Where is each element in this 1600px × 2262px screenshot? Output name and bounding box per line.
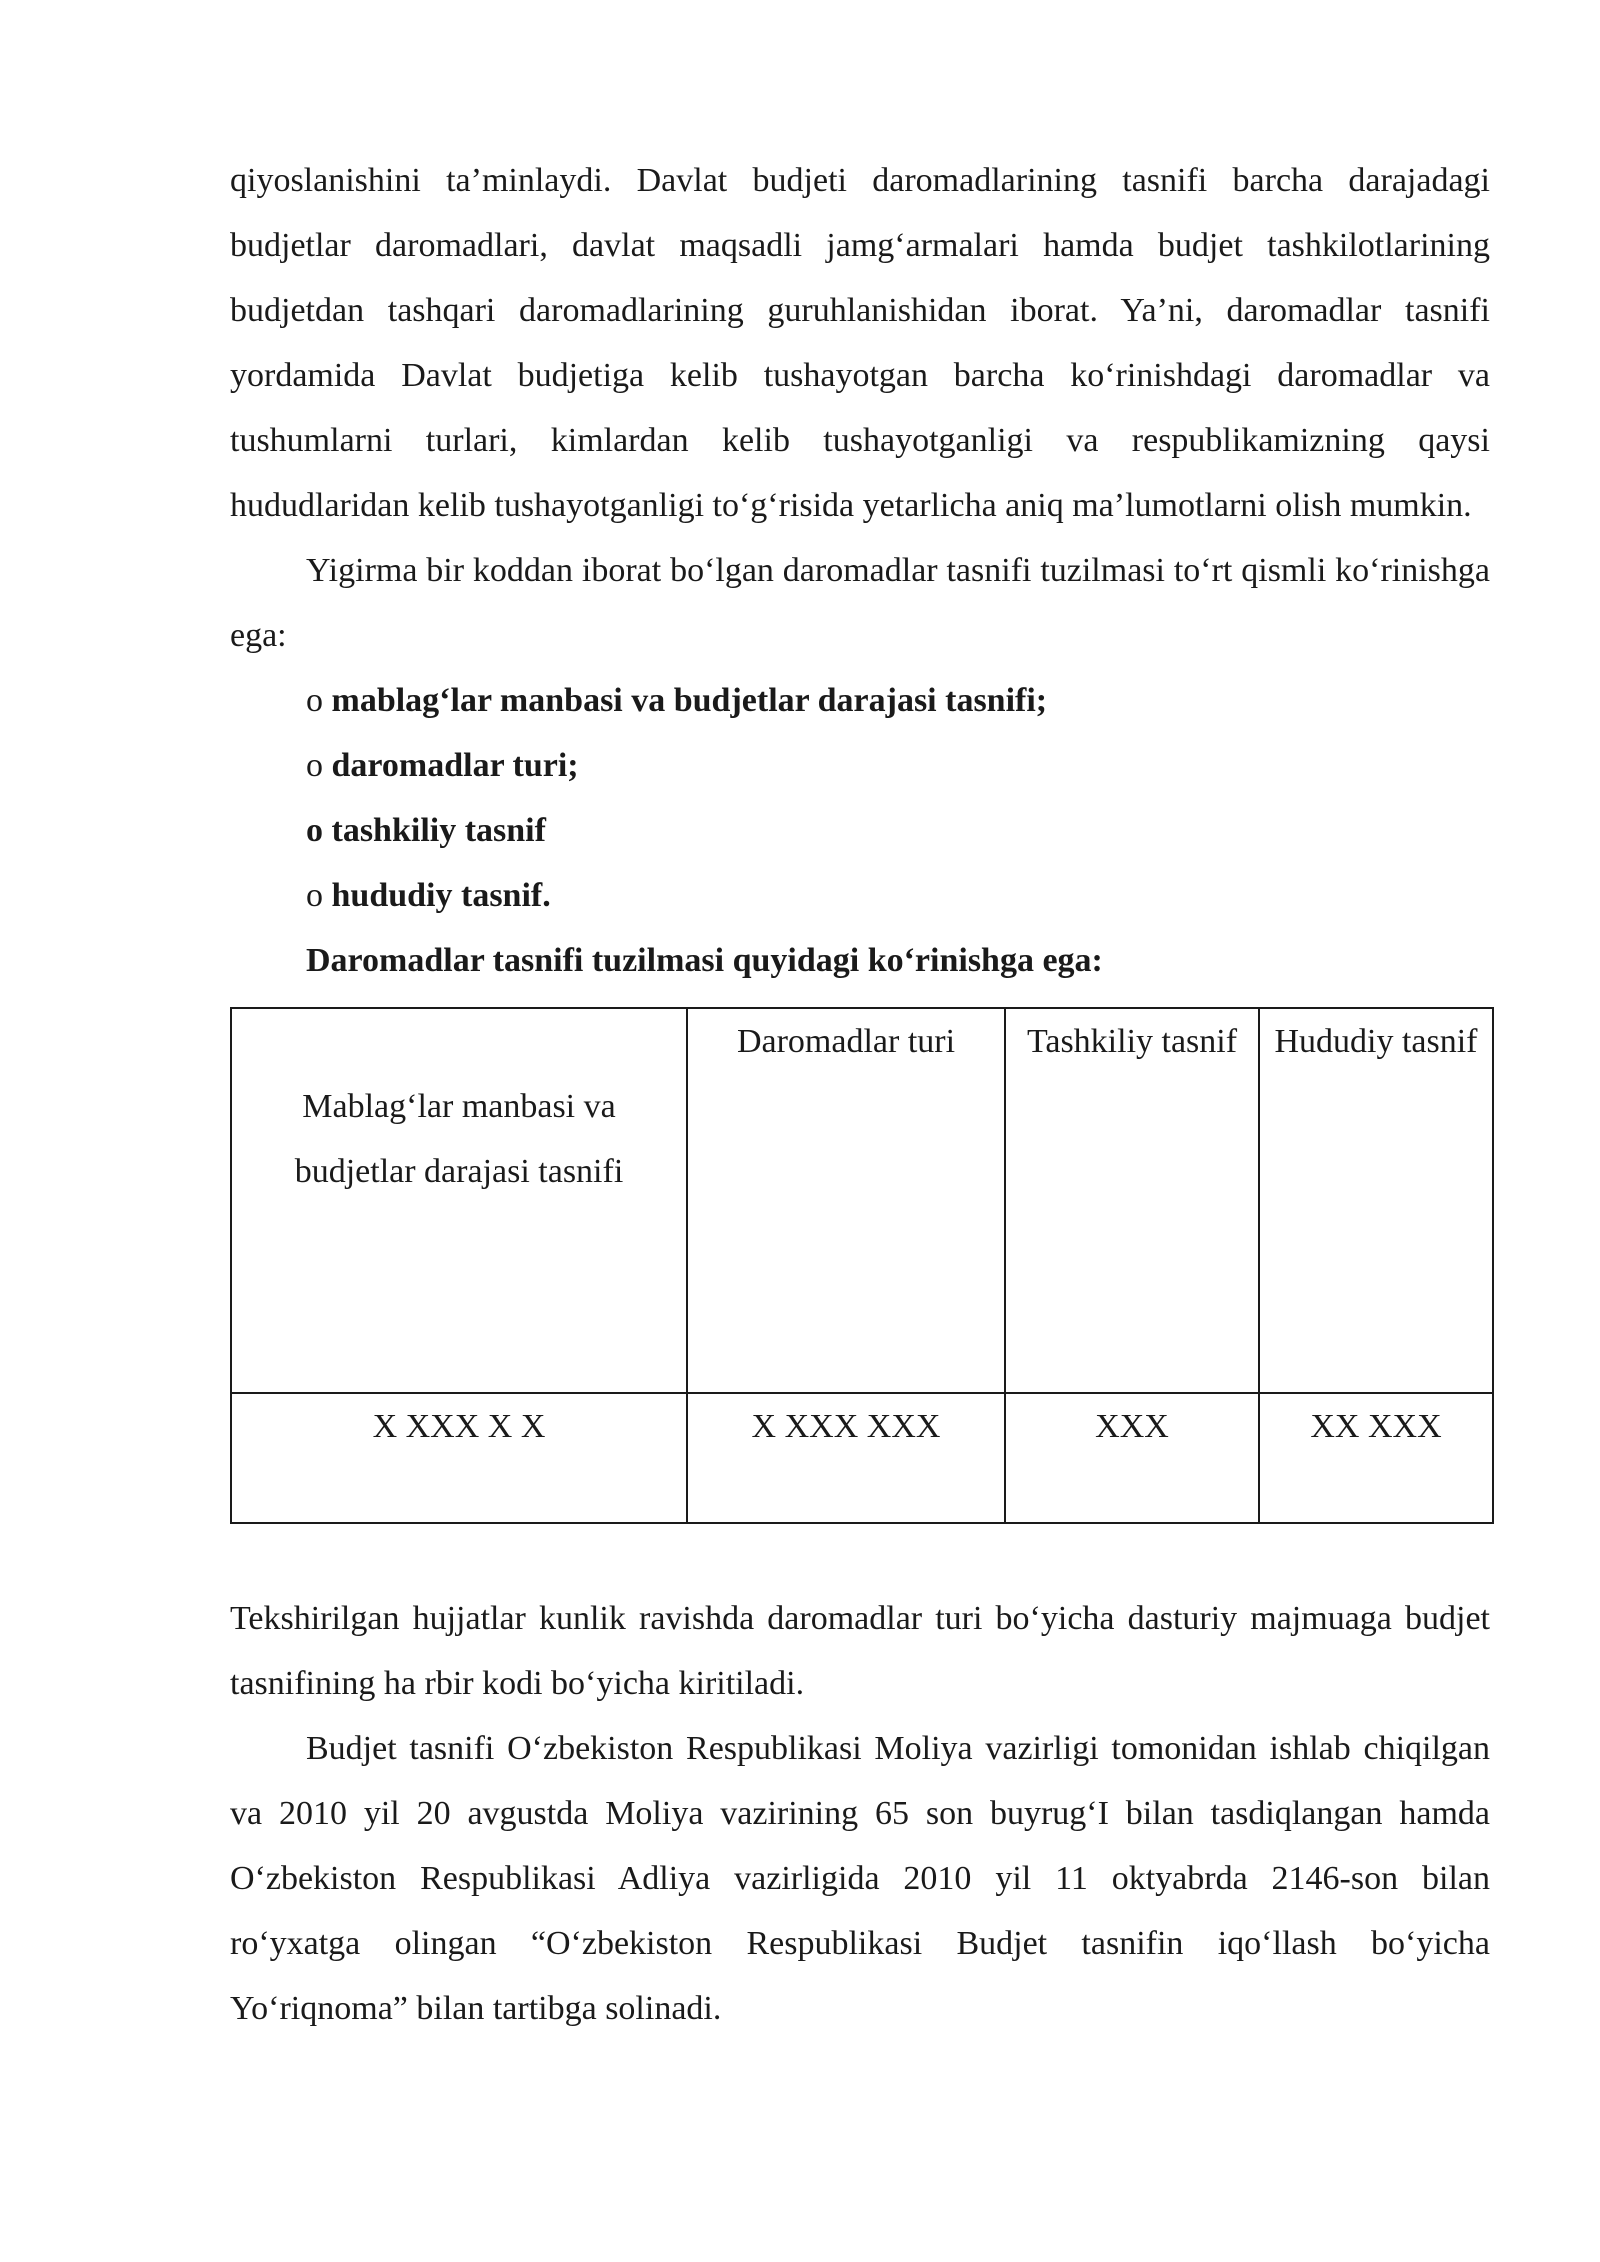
paragraph-budget-classification: Budjet tasnifi O‘zbekiston Respublikasi Moliya vazirligi tomonidan ishlab chiqilgan va 2010 yil 20 avgustda Moliya vazirining 65 son buyrug‘I bilan tasdiqlangan hamda O‘zbekiston Respublikasi Adliya vazirligida 2010 yil 11 oktyabrda 2146-son bilan ro‘yxatga olingan “O‘zbekiston Respublikasi Budjet tasnifin iqo‘llash bo‘yicha Yo‘riqnoma” bilan tartibga solinadi.: [230, 1730, 1490, 2027]
list-item-text: mablag‘lar manbasi va budjetlar darajasi tasnifi;: [331, 682, 1048, 719]
header-cell-territorial: Hududiy tasnif: [1259, 1008, 1493, 1393]
header-cell-organizational: Tashkiliy tasnif: [1005, 1008, 1259, 1393]
bullet-marker: o: [306, 682, 323, 719]
list-item-text: daromadlar turi;: [331, 747, 579, 784]
bullet-marker: o: [306, 812, 323, 849]
list-item: [306, 863, 1490, 928]
header-cell-revenue-type: Daromadlar turi: [687, 1008, 1005, 1393]
bullet-marker: o: [306, 877, 323, 914]
code-cell: XX XXX: [1259, 1393, 1493, 1523]
code-cell: X XXX XXX: [687, 1393, 1005, 1523]
list-item: [306, 668, 1490, 733]
code-cell: X XXX X X: [231, 1393, 687, 1523]
paragraph-intro: qiyoslanishini ta’minlaydi. Davlat budjeti daromadlarining tasnifi barcha darajadagi budjetlar daromadlari, davlat maqsadli jamg‘armalari hamda budjet tashkilotlarining budjetdan tashqari daromadlarining guruhlanishidan iborat. Ya’ni, daromadlar tasnifi yordamida Davlat budjetiga kelib tushayotgan barcha ko‘rinishdagi daromadlar va tushumlarni turlari, kimlardan kelib tushayotganligi va respublikamizning qaysi hududlaridan kelib tushayotganligi to‘g‘risida yetarlicha aniq ma’lumotlarni olish mumkin.: [230, 162, 1490, 524]
code-cell: XXX: [1005, 1393, 1259, 1523]
table-code-row: [231, 1393, 1493, 1523]
list-item-text: hududiy tasnif.: [331, 877, 551, 914]
list-item: [306, 733, 1490, 798]
paragraph-checked-documents: Tekshirilgan hujjatlar kunlik ravishda daromadlar turi bo‘yicha dasturiy majmuaga budjet tasnifining ha rbir kodi bo‘yicha kiritiladi.: [230, 1600, 1490, 1702]
classification-table: [230, 1007, 1494, 1524]
list-item-text: tashkiliy tasnif: [331, 812, 546, 849]
paragraph-structure: Yigirma bir koddan iborat bo‘lgan daromadlar tasnifi tuzilmasi to‘rt qismli ko‘rinishga ega:: [230, 552, 1490, 654]
table-header-row: [231, 1008, 1493, 1393]
table-heading: Daromadlar tasnifi tuzilmasi quyidagi ko‘rinishga ega:: [306, 942, 1103, 979]
bullet-marker: o: [306, 747, 323, 784]
list-item: [306, 798, 1490, 863]
header-cell-funding-source: Mablag‘lar manbasi va budjetlar darajasi tasnifi: [231, 1008, 687, 1393]
document-page: [230, 148, 1490, 2041]
